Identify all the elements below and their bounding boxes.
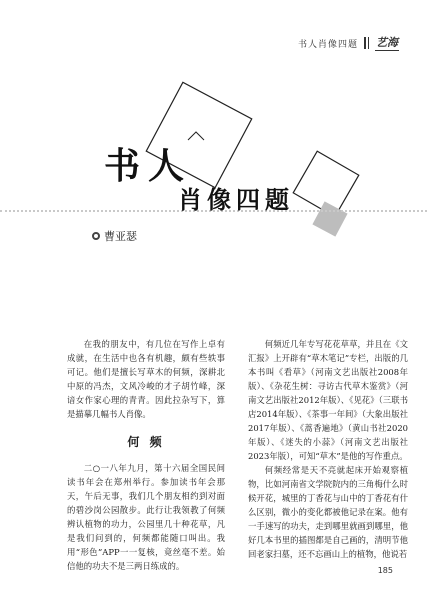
article-title-line1: 书人 bbox=[104, 145, 193, 187]
author-name: 曹亚瑟 bbox=[104, 230, 137, 243]
running-header-title: 书人肖像四题 bbox=[297, 39, 358, 50]
column-brand-logo: 艺海 bbox=[376, 35, 398, 49]
byline-ring-icon bbox=[92, 232, 100, 240]
deco-corner-mark bbox=[188, 132, 204, 140]
section-heading: 何 频 bbox=[127, 435, 165, 449]
left-column bbox=[67, 337, 225, 573]
intro-paragraph: 在我的朋友中，有几位在写作上卓有成就，在生活中也各有机趣，颇有些轶事可记。他们是擅长写草木的何频，深耕北中原的冯杰，文风冷峻的才子胡竹峰，深谙女作家心理的青青。因此拉杂写下，算是描摹几幅书人肖像。 bbox=[67, 339, 225, 419]
author-byline bbox=[92, 228, 137, 244]
body-paragraph: 何频近几年专写花花草草，并且在《文汇报》上开辟有“草木笔记”专栏，出版的几本书叫《看草》（河南文艺出版社2008年版）、《杂花生树：寻访古代草木鉴赏》（河南文艺出版社2012年版）、《见花》（三联书店2014年版）、《茶事一年间》（大象出版社2017年版）、《蒿香遍地》（黄山书社2020年版）、《迷失的小蒜》（河南文艺出版社2023年版），可知“草木”是他的写作重点。 bbox=[248, 339, 408, 461]
right-column bbox=[248, 337, 408, 561]
article-title-line2: 肖像四题 bbox=[178, 185, 294, 214]
page-number: 185 bbox=[377, 566, 393, 575]
body-paragraph: 何频经常是天不亮就起床开始观察植物，比如河南省文学院院内的三角梅什么时候开花，城里的丁香花与山中的丁香花有什么区别，微小的变化都被他记录在案。他有一手速写的功夫，走到哪里就画到哪里，他好几本书里的插图都是自己画的，清明节他回老家扫墓，还不忘画山上的植物，他说若 bbox=[248, 465, 408, 559]
body-paragraph: 二○一八年九月，第十六届全国民间读书年会在郑州举行。参加读书年会那天，午后无事，我们几个朋友相约到对面的碧沙岗公园散步。此行让我领教了何频辨认植物的功力，公园里几十种花草，凡是我们问到的，何频都能随口叫出。我用“形色”APP一一复核，竟丝毫不差。始信他的功夫不是三两日练成的。 bbox=[67, 463, 225, 571]
